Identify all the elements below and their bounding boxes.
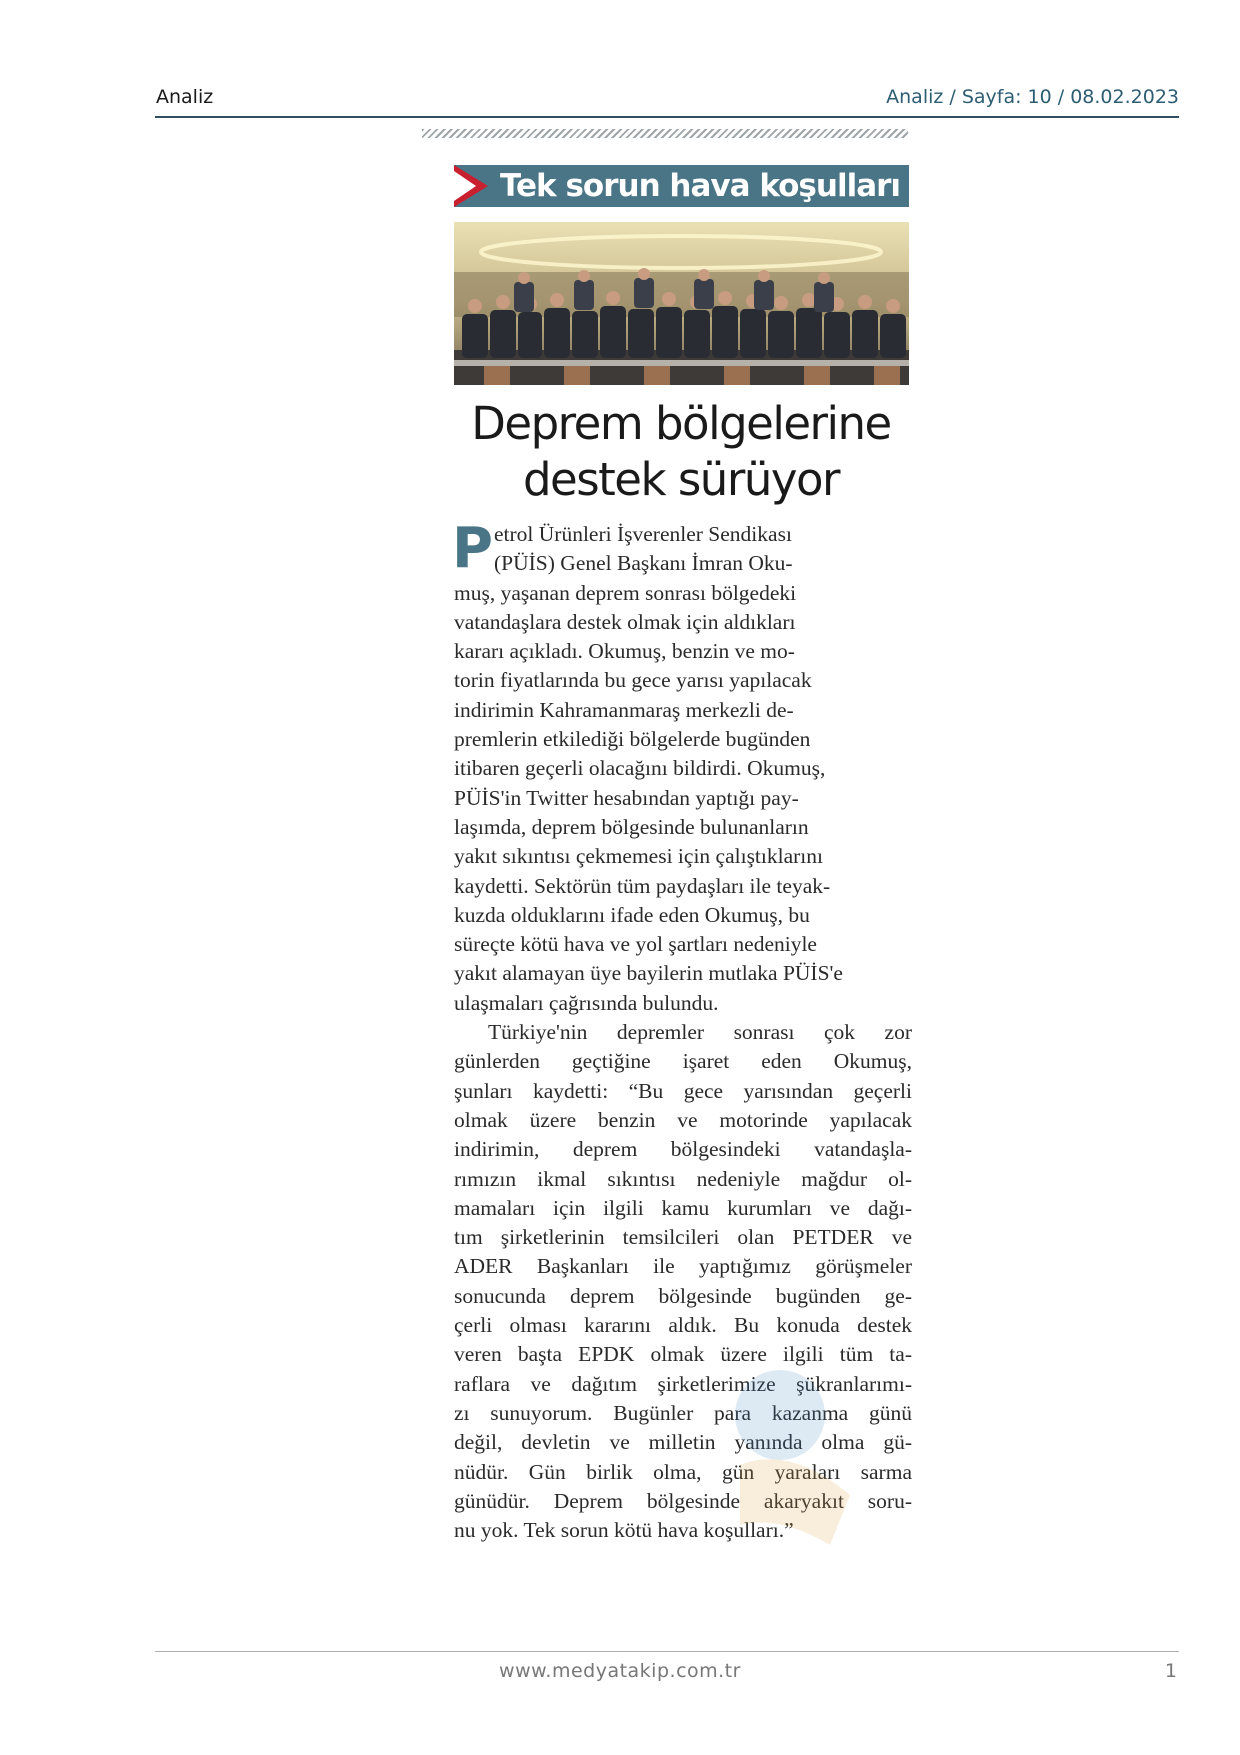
body-line: olmak üzere benzin ve motorinde yapılacak [454, 1107, 912, 1132]
footer-url: www.medyatakip.com.tr [499, 1660, 741, 1682]
body-line: nüdür. Gün birlik olma, gün yaraları sarma [454, 1459, 912, 1484]
body-line: nu yok. Tek sorun kötü hava koşulları.” [454, 1518, 794, 1543]
body-line: PÜİS'in Twitter hesabından yaptığı pay- [454, 785, 799, 810]
decorative-hatch-bar [422, 129, 908, 138]
body-line: günlerden geçtiğine işaret eden Okumuş, [454, 1049, 912, 1074]
body-line: ADER Başkanları ile yaptığımız görüşmeler [454, 1254, 912, 1279]
body-line: etrol Ürünleri İşverenler Sendikası [494, 522, 792, 546]
body-line: indirimin, deprem bölgesindeki vatandaşla- [454, 1137, 912, 1162]
body-line: kararı açıkladı. Okumuş, benzin ve mo- [454, 639, 795, 664]
body-line: muş, yaşanan deprem sonrası bölgedeki [454, 580, 797, 605]
header-page-info: Analiz / Sayfa: 10 / 08.02.2023 [886, 86, 1179, 108]
headline-line-1: Deprem bölgelerine [471, 397, 891, 450]
article-headline [440, 396, 922, 508]
body-line: şunları kaydetti: “Bu gece yarısından geçerli [454, 1078, 912, 1103]
body-line: vatandaşlara destek olmak için aldıkları [454, 609, 796, 634]
drop-cap: P [452, 516, 494, 581]
body-line: rımızın ikmal sıkıntısı nedeniyle mağdur ol- [454, 1166, 912, 1191]
body-line: mamaları için ilgili kamu kurumları ve dağı- [454, 1195, 912, 1220]
headline-line-2: destek sürüyor [522, 453, 840, 506]
body-line: tım şirketlerinin temsilcileri olan PETDER ve [454, 1225, 912, 1250]
kicker-arrow-inner-icon [454, 171, 476, 201]
body-line: veren başta EPDK olmak üzere ilgili tüm ta- [454, 1342, 912, 1367]
body-line: ulaşmaları çağrısında bulundu. [454, 990, 719, 1015]
body-line: Türkiye'nin depremler sonrası çok zor [488, 1020, 912, 1045]
body-line: süreçte kötü hava ve yol şartları nedeniyle [454, 932, 817, 957]
body-line: raflara ve dağıtım şirketlerimize şükranlarımı- [454, 1371, 912, 1396]
body-line: kaydetti. Sektörün tüm paydaşları ile teyak- [454, 873, 831, 898]
body-line: torin fiyatlarında bu gece yarısı yapılacak [454, 668, 812, 693]
header-section-label: Analiz [156, 86, 214, 108]
watermark-logo-icon [720, 1355, 860, 1555]
footer-divider [155, 1651, 1179, 1652]
body-line: zı sunuyorum. Bugünler para kazanma günü [454, 1400, 912, 1425]
footer-page-number: 1 [1164, 1660, 1177, 1682]
body-line: laşımda, deprem bölgesinde bulunanların [454, 814, 809, 839]
body-line: yakıt sıkıntısı çekmemesi için çalıştıklarını [454, 844, 824, 869]
body-line: değil, devletin ve milletin yanında olma gü- [454, 1430, 912, 1455]
body-line: günüdür. Deprem bölgesinde akaryakıt soru- [454, 1488, 912, 1513]
article-photo [454, 222, 909, 385]
body-line: premlerin etkilediği bölgelerde bugünden [454, 727, 811, 752]
body-line: indirimin Kahramanmaraş merkezli de- [454, 697, 794, 722]
body-line: kuzda olduklarını ifade eden Okumuş, bu [454, 902, 810, 927]
body-line: (PÜİS) Genel Başkanı İmran Oku- [494, 551, 793, 576]
header-divider [155, 116, 1179, 118]
body-line: yakıt alamayan üye bayilerin mutlaka PÜİS'e [454, 961, 843, 986]
body-line: çerli olması kararını aldık. Bu konuda destek [454, 1313, 912, 1338]
body-line: itibaren geçerli olacağını bildirdi. Okumuş, [454, 756, 826, 781]
body-line: sonucunda deprem bölgesinde bugünden ge- [454, 1283, 912, 1308]
kicker-title: Tek sorun hava koşulları [500, 168, 901, 204]
